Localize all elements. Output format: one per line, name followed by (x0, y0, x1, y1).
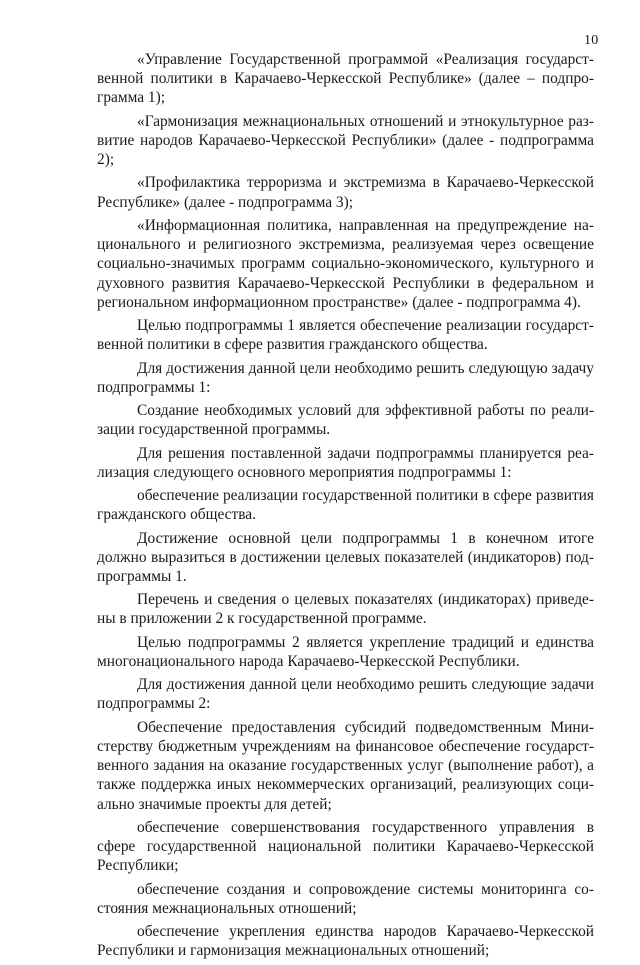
paragraph-subprogram-4-title (97, 216, 594, 312)
paragraph-line: Целью подпрограммы 1 является обеспечение реализации государст- (137, 317, 594, 335)
paragraph-line: Обеспечение предоставления субсидий подведомственным Мини- (137, 718, 594, 736)
paragraph-line: обеспечение совершенствования государственного управления в (137, 818, 594, 836)
paragraph-line: подпрограммы 2: (97, 695, 211, 713)
paragraph-subprogram-2-task-4 (97, 922, 594, 960)
paragraph-subprogram-2-goal (97, 633, 594, 671)
paragraph-subprogram-2-title (97, 112, 594, 170)
paragraph-line: обеспечение создания и сопровождение системы мониторинга со- (137, 880, 594, 898)
paragraph-line: духовного развития Карачаево-Черкесской Республики в федеральном и (97, 274, 594, 292)
paragraph-line: зации государственной программы. (97, 421, 331, 439)
paragraph-subprogram-1-measure (97, 486, 594, 524)
paragraph-line: Республики и гармонизация межнациональных отношений; (97, 942, 490, 960)
paragraph-line: витие народов Карачаево-Черкесской Республики» (далее - подпрограмма (97, 131, 594, 149)
paragraph-line: «Профилактика терроризма и экстремизма в Карачаево-Черкесской (137, 174, 594, 192)
document-body (97, 50, 594, 965)
paragraph-line: венного задания на оказание государственных услуг (выполнение работ), а (97, 757, 594, 775)
paragraph-indicators-reference (97, 590, 594, 628)
paragraph-line: Для решения поставленной задачи подпрограммы планируется реа- (137, 444, 594, 462)
paragraph-subprogram-2-task-1 (97, 718, 594, 814)
paragraph-line: социально-значимых программ социально-экономического, культурного и (97, 255, 594, 273)
paragraph-line: Создание необходимых условий для эффективной работы по реали- (137, 402, 594, 420)
paragraph-line: стерству бюджетным учреждениям на финансовое обеспечение государст- (97, 737, 594, 755)
paragraph-line: Достижение основной цели подпрограммы 1 в конечном итоге (137, 529, 594, 547)
paragraph-subprogram-2-task-2 (97, 818, 594, 876)
paragraph-line: региональном информационном пространстве» (далее - подпрограмма 4). (97, 293, 581, 311)
paragraph-line: Республики; (97, 857, 179, 875)
paragraph-line: ны в приложении 2 к государственной программе. (97, 610, 427, 628)
paragraph-line: стояния межнациональных отношений; (97, 899, 357, 917)
paragraph-line: гражданского общества. (97, 506, 256, 524)
paragraph-subprogram-1-task (97, 401, 594, 439)
paragraph-line: Перечень и сведения о целевых показателях (индикаторах) приведе- (137, 591, 594, 609)
paragraph-line: также поддержка иных некоммерческих организаций, реализующих соци- (97, 776, 594, 794)
paragraph-line: «Гармонизация межнациональных отношений и этнокультурное раз- (137, 112, 594, 130)
paragraph-subprogram-1-task-intro (97, 359, 594, 397)
paragraph-line: Республике» (далее - подпрограмма 3); (97, 193, 353, 211)
paragraph-subprogram-2-task-3 (97, 880, 594, 918)
paragraph-line: обеспечение укрепления единства народов Карачаево-Черкесской (137, 923, 594, 941)
paragraph-line: лизация следующего основного мероприятия подпрограммы 1: (97, 463, 512, 481)
paragraph-line: ционального и религиозного экстремизма, реализуемая через освещение (97, 236, 594, 254)
paragraph-line: подпрограммы 1: (97, 378, 211, 396)
paragraph-line: Для достижения данной цели необходимо решить следующие задачи (137, 676, 594, 694)
paragraph-subprogram-2-tasks-intro (97, 675, 594, 713)
paragraph-line: грамма 1); (97, 89, 165, 107)
paragraph-line: «Информационная политика, направленная на предупреждение на- (137, 216, 594, 234)
paragraph-line: Для достижения данной цели необходимо решить следующую задачу (137, 359, 594, 377)
paragraph-line: Целью подпрограммы 2 является укрепление традиций и единства (137, 633, 594, 651)
paragraph-line: обеспечение реализации государственной политики в сфере развития (137, 487, 594, 505)
paragraph-line: программы 1. (97, 567, 187, 585)
paragraph-line: многонационального народа Карачаево-Черкесской Республики. (97, 652, 520, 670)
paragraph-subprogram-1-title (97, 50, 594, 108)
paragraph-line: должно выразиться в достижении целевых показателей (индикаторов) под- (97, 548, 594, 566)
paragraph-line: «Управление Государственной программой «Реализация государст- (137, 51, 594, 68)
paragraph-subprogram-1-result (97, 529, 594, 587)
page-number: 10 (584, 33, 599, 48)
paragraph-subprogram-1-measure-intro (97, 444, 594, 482)
paragraph-subprogram-1-goal (97, 316, 594, 354)
paragraph-line: 2); (97, 151, 115, 169)
paragraph-line: ально значимые проекты для детей; (97, 795, 332, 813)
paragraph-line: венной политики в сфере развития гражданского общества. (97, 336, 488, 354)
paragraph-line: венной политики в Карачаево-Черкесской Республике» (далее – подпро- (97, 70, 594, 88)
paragraph-subprogram-3-title (97, 173, 594, 211)
paragraph-line: сфере государственной национальной политики Карачаево-Черкесской (97, 838, 594, 856)
